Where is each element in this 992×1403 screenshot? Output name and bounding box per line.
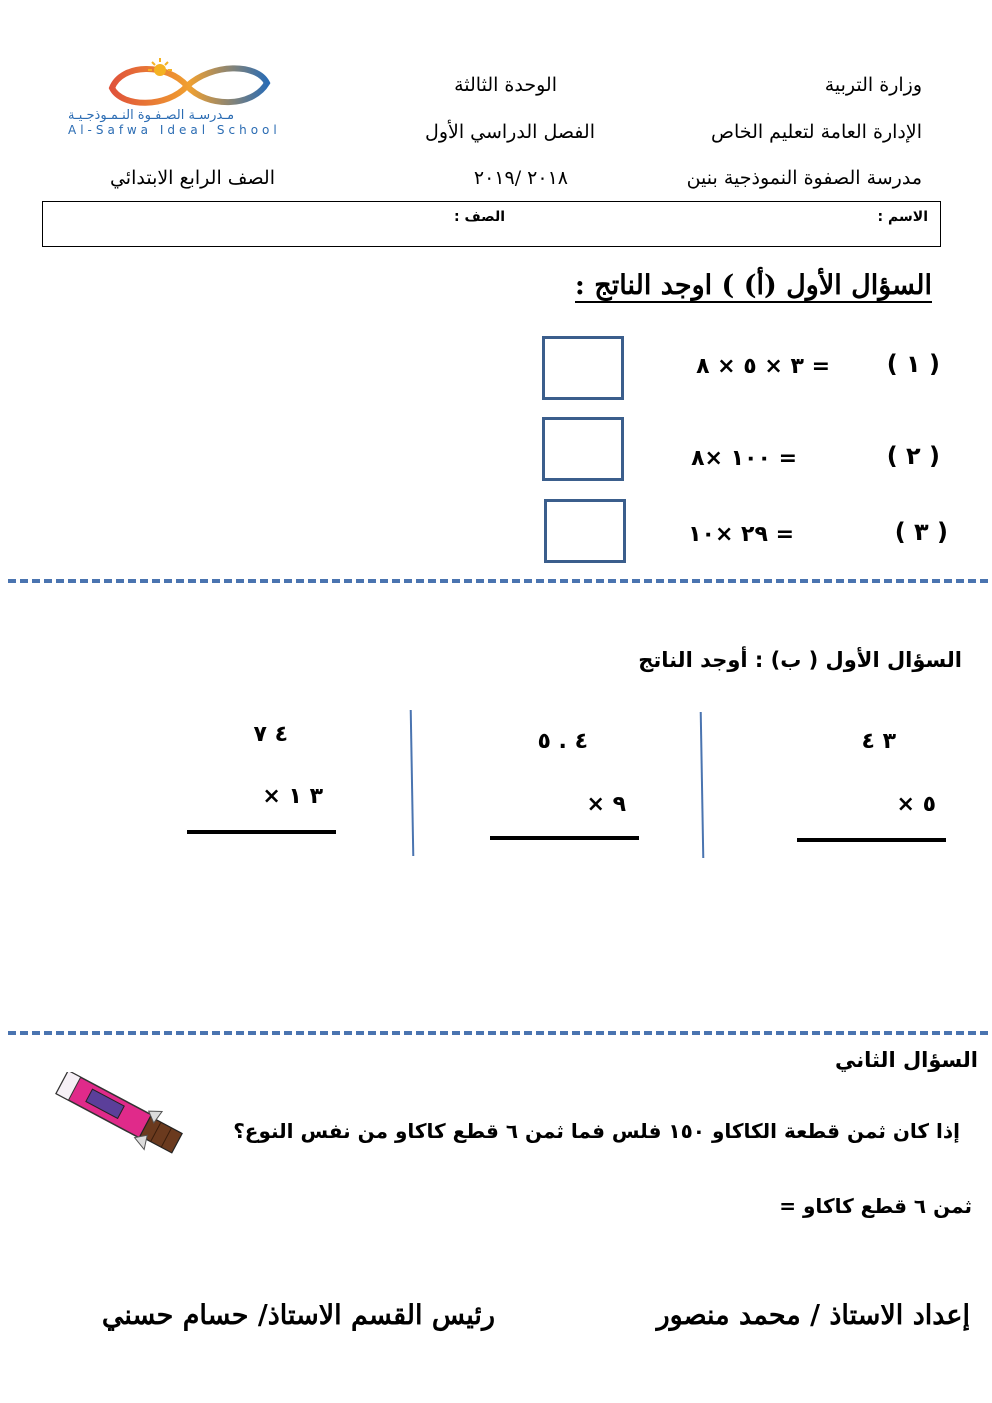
section-divider-2 <box>8 1031 988 1035</box>
q1b-problem1-bottom: ٥ × <box>896 792 936 817</box>
q1b-problem3-top: ٤ ٧ <box>253 722 288 747</box>
unit-label: الوحدة الثالثة <box>454 74 557 96</box>
school-label: مدرسة الصفوة النموذجية بنين <box>686 167 922 189</box>
q1a-item2-number: ( ٢ ) <box>886 442 940 470</box>
prepared-by: إعداد الاستاذ / محمد منصور <box>656 1300 970 1331</box>
chocolate-bar-icon <box>44 1072 196 1156</box>
logo-english-text: Al-Safwa Ideal School <box>68 123 281 137</box>
q1b-problem2-top: ٤ . ٥ <box>537 729 588 754</box>
name-label: الاسم : <box>877 209 928 225</box>
column-divider-right <box>700 712 705 858</box>
q1a-item3-expression: = ٢٩ ×١٠ <box>688 522 794 547</box>
grade-label: الصف الرابع الابتدائي <box>109 167 275 189</box>
q1a-item1-expression: = ٣ × ٥ × ٨ <box>696 354 830 379</box>
question2-title: السؤال الثاني <box>834 1048 978 1072</box>
question2-text: إذا كان ثمن قطعة الكاكاو ١٥٠ فلس فما ثمن ٦ قطع كاكاو من نفس النوع؟ <box>233 1119 960 1143</box>
chocolate-bar-image <box>44 1072 196 1156</box>
column-divider-left <box>410 710 415 856</box>
q1a-item2-answer-box[interactable] <box>542 417 624 481</box>
q1b-problem3-answer-line <box>187 830 336 834</box>
q1b-problem2-answer-line <box>490 836 639 840</box>
head-of-department: رئيس القسم الاستاذ/ حسام حسني <box>101 1300 495 1331</box>
question1b-title: السؤال الأول ( ب) : أوجد الناتج <box>638 648 962 672</box>
ministry-label: وزارة التربية <box>824 74 922 96</box>
q1a-item3-number: ( ٣ ) <box>894 518 948 546</box>
q1a-item1-number: ( ١ ) <box>886 350 940 378</box>
q1a-item3-answer-box[interactable] <box>544 499 626 563</box>
class-label: الصف : <box>454 209 505 225</box>
q1b-problem1-answer-line <box>797 838 946 842</box>
q1b-problem1-top: ٣ ٤ <box>861 729 896 754</box>
logo-arabic-text: مـدرسـة الصـفـوة النـمـوذجـيـة <box>68 108 235 123</box>
department-label: الإدارة العامة لتعليم الخاص <box>711 121 922 143</box>
semester-label: الفصل الدراسي الأول <box>425 121 595 143</box>
year-label: ٢٠١٨ /٢٠١٩ <box>473 167 568 189</box>
q1b-problem3-bottom: ٣ ١ × <box>262 784 323 809</box>
q1a-item1-answer-box[interactable] <box>542 336 624 400</box>
question1a-title: السؤال الأول (أ) ) اوجد الناتج : <box>574 270 932 301</box>
q1b-problem2-bottom: ٩ × <box>586 792 626 817</box>
question2-answer-label: ثمن ٦ قطع كاكاو = <box>779 1194 972 1218</box>
q1a-item2-expression: = ١٠٠ ×٨ <box>691 446 797 471</box>
section-divider-1 <box>8 579 988 583</box>
